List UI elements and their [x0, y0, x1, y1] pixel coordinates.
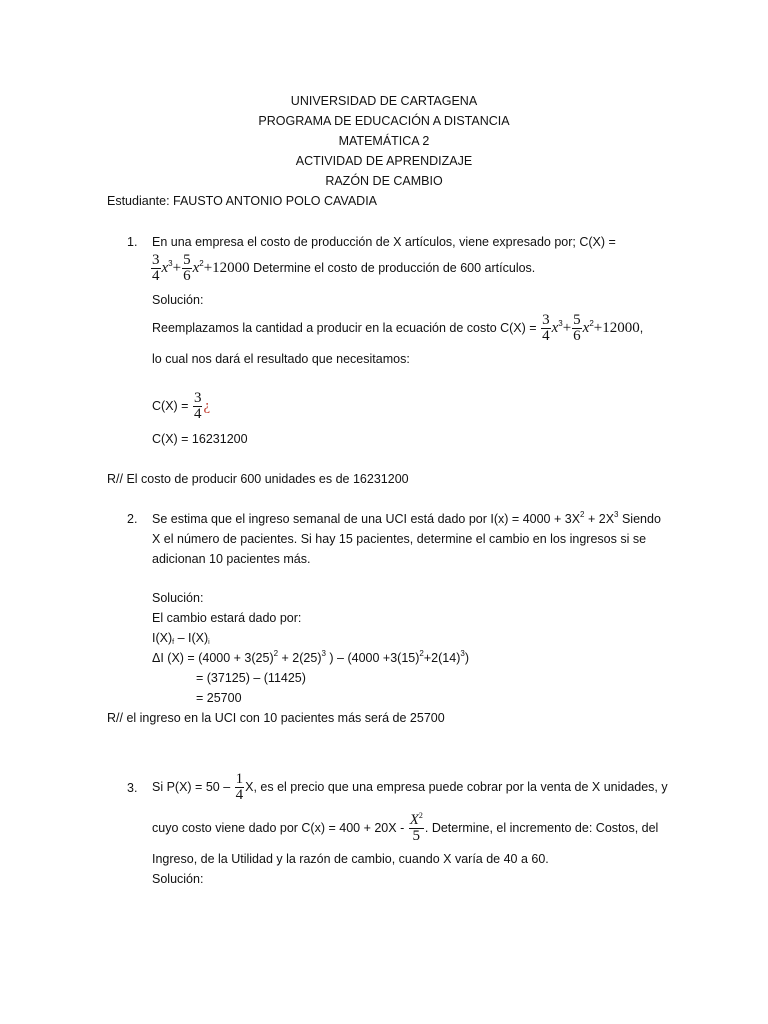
problem-2-step-1: = (37125) – (11425)	[196, 671, 306, 685]
problem-2-ix-expression: $I(X)_f - I(X)_i$	[152, 631, 210, 646]
activity-title: ACTIVIDAD DE APRENDIZAJE	[295, 154, 473, 168]
fraction: $\frac{X^2}{5}$	[409, 811, 423, 845]
problem-3-number: 3.	[127, 781, 138, 795]
problem-2-line-1: Se estima que el ingreso semanal de una UCI está dado por $I(x) = 4000 + 3X^2 + 2X^3$ Siendo	[152, 510, 661, 526]
fraction: $\frac{1}{4}$	[235, 771, 244, 804]
problem-2-step-2: = 25700	[196, 691, 242, 705]
problem-1-solution-label: Solución:	[152, 293, 204, 307]
problem-3-line-1: Si P(X) = 50 – $\frac{1}{4}$ X, es el precio que una empresa puede cobrar por la venta de X unidades, y	[152, 771, 668, 804]
program-title: PROGRAMA DE EDUCACIÓN A DISTANCIA	[258, 114, 510, 128]
problem-3-solution-label: Solución:	[152, 872, 204, 886]
problem-1-number: 1.	[127, 235, 138, 249]
topic-title: RAZÓN DE CAMBIO	[325, 174, 443, 188]
fraction: $\frac{5}{6}$	[573, 312, 581, 345]
fraction: $\frac{3}{4}$	[542, 312, 550, 345]
problem-1-statement: En una empresa el costo de producción de X artículos, viene expresado por; C(X) =	[152, 235, 616, 249]
problem-2-answer: R// el ingreso en la UCI con 10 pacientes más será de 25700	[107, 711, 445, 725]
course-title: MATEMÁTICA 2	[338, 134, 430, 148]
problem-1-formula: $\frac{3}{4}$ $x^3+$ $\frac{5}{6}$ $x^2+12000$ Determine el costo de producción de 600 artículos.	[152, 252, 536, 285]
fraction: $\frac{3}{4}$	[193, 390, 202, 423]
problem-2-solution-label: Solución:	[152, 591, 204, 605]
problem-3-line-3: Ingreso, de la Utilidad y la razón de cambio, cuando X varía de 40 a 60.	[152, 852, 549, 866]
problem-1-answer: R// El costo de producir 600 unidades es de 16231200	[107, 472, 409, 486]
problem-2-line-3: adicionan 10 pacientes más.	[152, 552, 311, 566]
problem-1-result: C(X) = 16231200	[152, 432, 248, 446]
fraction: $\frac{5}{6}$	[183, 252, 191, 285]
problem-1-explanation: lo cual nos dará el resultado que necesitamos:	[152, 352, 410, 366]
problem-3-line-2: cuyo costo viene dado por C(x) = 400 + 20X - $\frac{X^2}{5}$ . Determine, el incremento de: Costos, del	[152, 811, 659, 845]
problem-2-change-label: El cambio estará dado por:	[152, 611, 302, 625]
problem-2-delta-expression: ΔI $(X) = (4000 + 3(25)^2 + 2(25)^3$ ) – $(4000 +3(15)^2+2(14)^3)$	[152, 649, 469, 665]
broken-glyph: ¿	[203, 398, 211, 414]
fraction: $\frac{3}{4}$	[152, 252, 160, 285]
problem-2-number: 2.	[127, 512, 138, 526]
problem-1-substitution: Reemplazamos la cantidad a producir en la ecuación de costo C(X) = $\frac{3}{4}$ $x^3+$ $\frac{5}{6}$ $x^2+12000$,	[152, 312, 644, 345]
problem-2-line-2: X el número de pacientes. Si hay 15 pacientes, determine el cambio en los ingresos si se	[152, 532, 647, 546]
university-title: UNIVERSIDAD DE CARTAGENA	[290, 94, 478, 108]
problem-1-cx-expression: C(X) = $\frac{3}{4}$ ¿	[152, 390, 211, 423]
student-name: Estudiante: FAUSTO ANTONIO POLO CAVADIA	[107, 194, 378, 208]
